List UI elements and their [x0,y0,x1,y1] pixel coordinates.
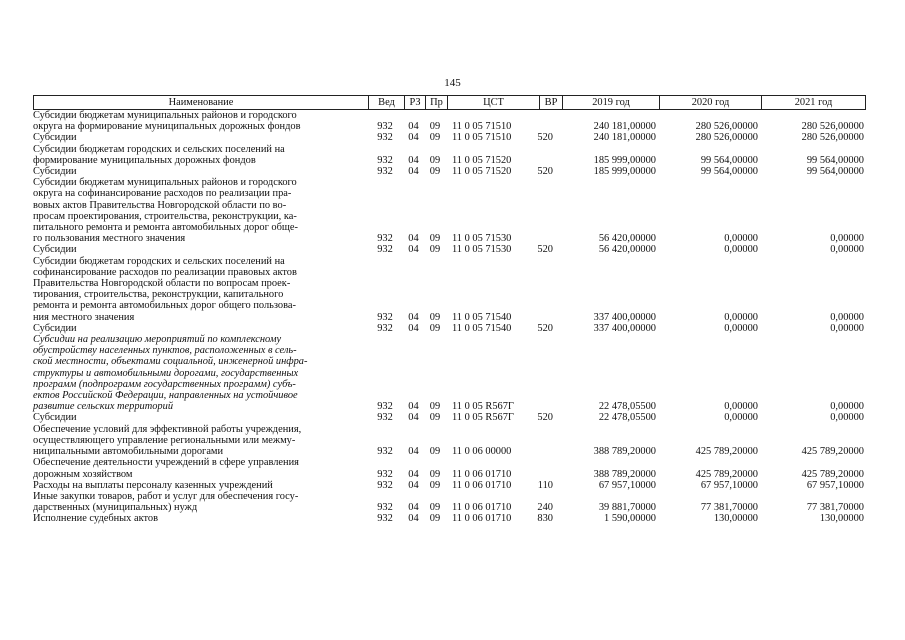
header-name: Наименование [168,97,234,108]
cell-y2020: 0,00000 [724,322,758,334]
cell-cst: 11 0 05 71510 [452,132,512,144]
cell-pr: 09 [429,121,441,133]
cell-y2020: 0,00000 [724,412,758,424]
cell-cst: 11 0 06 01710 [452,468,512,480]
cell-name: Субсидии бюджетам муниципальных районов и городского округа на формирование муниципальных дорожных фондов [33,110,301,133]
cell-rz: 04 [408,446,419,458]
cell-pr: 09 [429,479,441,491]
cell-y2021: 0,00000 [830,244,864,256]
header-pr: Пр [425,96,447,109]
cell-name: Иные закупки товаров, работ и услуг для обеспечения госу- дарственных (муниципальных) нужд [33,490,299,514]
cell-ved: 932 [377,154,393,166]
cell-y2021: 280 526,00000 [801,132,864,144]
cell-ved: 932 [377,479,393,491]
cell-ved: 932 [377,166,393,178]
cell-y2019: 1 590,00000 [604,513,656,525]
cell-name: Субсидии [33,244,77,256]
cell-cst: 11 0 06 01710 [452,479,512,491]
cell-cst: 11 0 05 71530 [452,233,512,245]
cell-ved: 932 [377,502,393,514]
cell-y2020: 425 789,20000 [695,446,758,458]
cell-pr: 09 [429,513,441,525]
cell-ved: 932 [377,513,393,525]
cell-name: Расходы на выплаты персоналу казенных учреждений [33,479,273,491]
cell-y2021: 0,00000 [830,233,864,245]
cell-pr: 09 [429,322,441,334]
cell-y2019: 22 478,05500 [598,412,656,424]
header-cst: ЦСТ [447,96,539,109]
header-2019: 2019 год [562,96,659,109]
cell-rz: 04 [408,513,419,525]
cell-ved: 932 [377,468,393,480]
cell-name: Субсидии [33,132,77,144]
cell-name: Субсидии бюджетам городских и сельских поселений на софинансирование расходов по реализации правовых актов Правительства Новгородской области по вопросам проек- тирования, строительства, реконструкции, капитального ремонта и ремонта автомобильных дорог общего пользова- ния местного значения [33,255,297,323]
table-row [33,323,866,334]
cell-y2021: 99 564,00000 [806,154,864,166]
cell-rz: 04 [408,166,419,178]
cell-rz: 04 [408,468,419,480]
cell-cst: 11 0 05 R567Г [452,412,514,424]
cell-y2019: 388 789,20000 [593,468,656,480]
cell-cst: 11 0 05 71530 [452,244,512,256]
cell-name: Исполнение судебных актов [33,513,158,525]
cell-y2019: 240 181,00000 [593,121,656,133]
cell-y2020: 0,00000 [724,311,758,323]
cell-rz: 04 [408,154,419,166]
cell-y2021: 425 789,20000 [801,446,864,458]
page-number: 145 [444,77,461,89]
cell-y2020: 0,00000 [724,401,758,413]
cell-y2020: 280 526,00000 [695,132,758,144]
cell-rz: 04 [408,401,419,413]
cell-pr: 09 [429,468,441,480]
table-row [33,177,866,244]
header-2020: 2020 год [659,96,761,109]
cell-y2019: 185 999,00000 [593,154,656,166]
table-row [33,412,866,423]
cell-pr: 09 [429,311,441,323]
cell-rz: 04 [408,244,419,256]
cell-name: Субсидии бюджетам городских и сельских поселений на формирование муниципальных дорожных фондов [33,143,285,166]
table-row [33,166,866,177]
cell-y2019: 56 420,00000 [598,233,656,245]
cell-name: Субсидии на реализацию мероприятий по комплексному обустройству населенных пунктов, расположенных в сель- ской местности, объектами социальной, инженерной инфра- структуры и автомобильными дорогами, государственных программ (подпрограмм государственных программ) субъ- ектов Российской Федерации, направленных на устойчивое развитие сельских территорий [33,334,308,413]
cell-ved: 932 [377,446,393,458]
cell-y2020: 99 564,00000 [700,166,758,178]
cell-ved: 932 [377,401,393,413]
cell-name: Субсидии [33,322,77,334]
table-row [33,457,866,479]
cell-y2021: 0,00000 [830,401,864,413]
cell-y2019: 56 420,00000 [598,244,656,256]
cell-vr: 520 [537,166,553,178]
cell-y2020: 280 526,00000 [695,121,758,133]
cell-y2020: 0,00000 [724,244,758,256]
cell-rz: 04 [408,121,419,133]
table-row [33,480,866,491]
table-row [33,424,866,458]
cell-vr: 520 [537,244,553,256]
table-header [33,95,866,110]
cell-y2021: 0,00000 [830,412,864,424]
cell-vr: 520 [537,322,553,334]
cell-y2019: 388 789,20000 [593,446,656,458]
cell-name: Обеспечение условий для эффективной работы учреждения, осуществляющего управление региональными или межму- ниципальными автомобильными дорогами [33,423,302,458]
cell-y2019: 22 478,05500 [598,401,656,413]
cell-y2019: 337 400,00000 [593,322,656,334]
cell-cst: 11 0 05 R567Г [452,401,514,413]
cell-ved: 932 [377,322,393,334]
header-rz: РЗ [404,96,425,109]
table-row [33,513,866,524]
cell-ved: 932 [377,121,393,133]
cell-y2021: 99 564,00000 [806,166,864,178]
cell-y2019: 39 881,70000 [598,502,656,514]
table-row [33,244,866,255]
budget-table [33,95,866,525]
cell-ved: 932 [377,311,393,323]
header-2021: 2021 год [761,96,865,109]
header-vr: ВР [539,96,562,109]
table-body [33,110,866,525]
cell-vr: 240 [537,502,553,514]
cell-y2019: 240 181,00000 [593,132,656,144]
cell-pr: 09 [429,401,441,413]
header-ved: Вед [368,96,404,109]
cell-cst: 11 0 06 01710 [452,502,512,514]
cell-ved: 932 [377,233,393,245]
cell-y2019: 67 957,10000 [598,479,656,491]
cell-y2021: 0,00000 [830,311,864,323]
cell-y2020: 0,00000 [724,233,758,245]
cell-rz: 04 [408,311,419,323]
cell-pr: 09 [429,154,441,166]
cell-rz: 04 [408,233,419,245]
table-row [33,491,866,513]
cell-name: Субсидии [33,412,77,424]
cell-y2020: 99 564,00000 [700,154,758,166]
cell-y2020: 425 789,20000 [695,468,758,480]
cell-rz: 04 [408,132,419,144]
cell-y2021: 280 526,00000 [801,121,864,133]
cell-rz: 04 [408,412,419,424]
table-row [33,256,866,323]
cell-rz: 04 [408,322,419,334]
cell-cst: 11 0 05 71540 [452,322,512,334]
cell-cst: 11 0 06 01710 [452,513,512,525]
cell-y2020: 77 381,70000 [700,502,758,514]
cell-cst: 11 0 05 71520 [452,166,512,178]
cell-name: Субсидии [33,166,77,178]
cell-vr: 520 [537,412,553,424]
cell-y2020: 130,00000 [713,513,758,525]
table-row [33,334,866,412]
table-row [33,132,866,143]
cell-y2019: 185 999,00000 [593,166,656,178]
cell-vr: 520 [537,132,553,144]
cell-pr: 09 [429,132,441,144]
table-row [33,110,866,132]
cell-y2021: 130,00000 [819,513,864,525]
cell-ved: 932 [377,412,393,424]
cell-rz: 04 [408,479,419,491]
cell-cst: 11 0 05 71520 [452,154,512,166]
cell-vr: 110 [537,479,553,491]
cell-y2019: 337 400,00000 [593,311,656,323]
cell-vr: 830 [537,513,553,525]
cell-ved: 932 [377,244,393,256]
cell-cst: 11 0 05 71540 [452,311,512,323]
cell-pr: 09 [429,446,441,458]
cell-name: Субсидии бюджетам муниципальных районов и городского округа на софинансирование расходов по реализации пра- вовых актов Правительства Новгородской области по во- просам проектирования, строительства, реконструкции, ка- питального ремонта и ремонта автомобильных дорог обще- го пользования местного значения [33,177,298,245]
cell-rz: 04 [408,502,419,514]
cell-cst: 11 0 05 71510 [452,121,512,133]
cell-name: Обеспечение деятельности учреждений в сфере управления дорожным хозяйством [33,457,299,480]
cell-pr: 09 [429,412,441,424]
table-row [33,144,866,166]
cell-pr: 09 [429,233,441,245]
cell-pr: 09 [429,502,441,514]
cell-pr: 09 [429,244,441,256]
cell-pr: 09 [429,166,441,178]
cell-y2021: 0,00000 [830,322,864,334]
cell-ved: 932 [377,132,393,144]
cell-y2021: 425 789,20000 [801,468,864,480]
cell-cst: 11 0 06 00000 [452,446,512,458]
cell-y2020: 67 957,10000 [700,479,758,491]
cell-y2021: 67 957,10000 [806,479,864,491]
cell-y2021: 77 381,70000 [806,502,864,514]
